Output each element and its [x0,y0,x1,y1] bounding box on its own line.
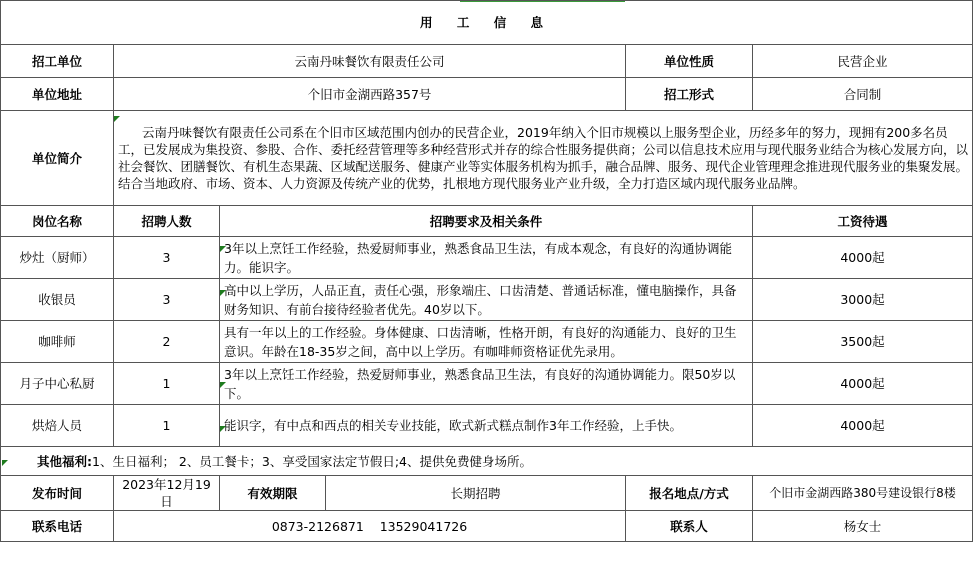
job-salary[interactable]: 4000起 [753,237,973,279]
phone-value[interactable]: 0873-2126871 13529041726 [114,511,626,542]
title-row [1,1,973,45]
benefits-label: 其他福利: [37,453,92,469]
cell-comment-marker [220,426,226,432]
phone-label: 联系电话 [1,511,114,542]
cell-comment-marker [220,290,226,296]
table-row [1,321,973,363]
employer-row [1,45,973,78]
job-position[interactable]: 炒灶（厨师） [1,237,114,279]
table-row [1,405,973,447]
col-header-count: 招聘人数 [114,206,220,237]
job-salary[interactable]: 4000起 [753,405,973,447]
intro-row [1,111,973,206]
benefits-text: 1、生日福利； 2、员工餐卡；3、享受国家法定节假日;4、提供免费健身场所。 [92,453,532,469]
job-requirements[interactable]: 高中以上学历，人品正直，责任心强，形象端庄、口齿清楚、普通话标准，懂电脑操作，具备财务知识、有前台接待经验者优先。40岁以下。 [220,279,753,321]
publish-date[interactable]: 2023年12月19日 [114,476,220,511]
job-position[interactable]: 咖啡师 [1,321,114,363]
benefits-row [1,447,973,476]
job-salary[interactable]: 3500起 [753,321,973,363]
table-row [1,363,973,405]
job-count[interactable]: 1 [114,363,220,405]
job-requirements[interactable]: 具有一年以上的工作经验。身体健康、口齿清晰，性格开朗，有良好的沟通能力、良好的卫生意识。年龄在18-35岁之间，高中以上学历。有咖啡师资格证优先录用。 [220,321,753,363]
job-requirements[interactable]: 3年以上烹饪工作经验，热爱厨师事业，熟悉食品卫生法，有良好的沟通协调能力。限50岁以下。 [220,363,753,405]
job-requirements[interactable]: 3年以上烹饪工作经验，热爱厨师事业，熟悉食品卫生法，有成本观念，有良好的沟通协调能力。能识字。 [220,237,753,279]
intro-text[interactable]: 云南丹味餐饮有限责任公司系在个旧市区域范围内创办的民营企业，2019年纳入个旧市规模以上服务型企业，历经多年的努力，现拥有200多名员工，已发展成为集投资、参股、合作、委托经营管理等多种经营形式并存的综合性服务提供商；公司以信息技术应用与现代服务业结合为核心发展方向，以社会餐饮、团膳餐饮、有机生态果蔬、区域配送服务、健康产业等实体服务机构为抓手，融合品牌、服务、现代企业管理理念推进现代服务业的集聚发展。结合当地政府、市场、资本、人力资源及传统产业的优势，扎根地方现代服务业产业升级，全力打造区域内现代服务业品牌。 [114,111,973,206]
job-salary[interactable]: 3000起 [753,279,973,321]
job-count[interactable]: 2 [114,321,220,363]
benefits-cell[interactable] [1,447,973,476]
contact-value[interactable]: 杨女士 [753,511,973,542]
cell-comment-marker [114,116,120,122]
col-header-requirements: 招聘要求及相关条件 [220,206,753,237]
job-position[interactable]: 烘焙人员 [1,405,114,447]
col-header-position: 岗位名称 [1,206,114,237]
unit-name[interactable]: 云南丹味餐饮有限责任公司 [114,45,626,78]
apply-value[interactable]: 个旧市金湖西路380号建设银行8楼 [753,476,973,511]
jobs-header-row [1,206,973,237]
job-count[interactable]: 1 [114,405,220,447]
job-count[interactable]: 3 [114,237,220,279]
address-label: 单位地址 [1,78,114,111]
contact-label: 联系人 [626,511,753,542]
form-value[interactable]: 合同制 [753,78,973,111]
job-count[interactable]: 3 [114,279,220,321]
table-row [1,237,973,279]
job-position[interactable]: 收银员 [1,279,114,321]
nature-label: 单位性质 [626,45,753,78]
contact-row [1,511,973,542]
col-header-salary: 工资待遇 [753,206,973,237]
intro-label: 单位简介 [1,111,114,206]
valid-value[interactable]: 长期招聘 [326,476,626,511]
table-row [1,279,973,321]
cell-comment-marker [220,382,226,388]
nature-value[interactable]: 民营企业 [753,45,973,78]
job-requirements[interactable]: 能识字，有中点和西点的相关专业技能，欧式新式糕点制作3年工作经验，上手快。 [220,405,753,447]
job-position[interactable]: 月子中心私厨 [1,363,114,405]
cell-comment-marker [220,246,226,252]
publish-label: 发布时间 [1,476,114,511]
form-label: 招工形式 [626,78,753,111]
publish-row [1,476,973,511]
valid-label: 有效期限 [220,476,326,511]
unit-label: 招工单位 [1,45,114,78]
address-row [1,78,973,111]
apply-label: 报名地点/方式 [626,476,753,511]
address-value[interactable]: 个旧市金湖西路357号 [114,78,626,111]
cell-comment-marker [2,460,8,466]
job-salary[interactable]: 4000起 [753,363,973,405]
page-title: 用 工 信 息 [1,1,973,45]
